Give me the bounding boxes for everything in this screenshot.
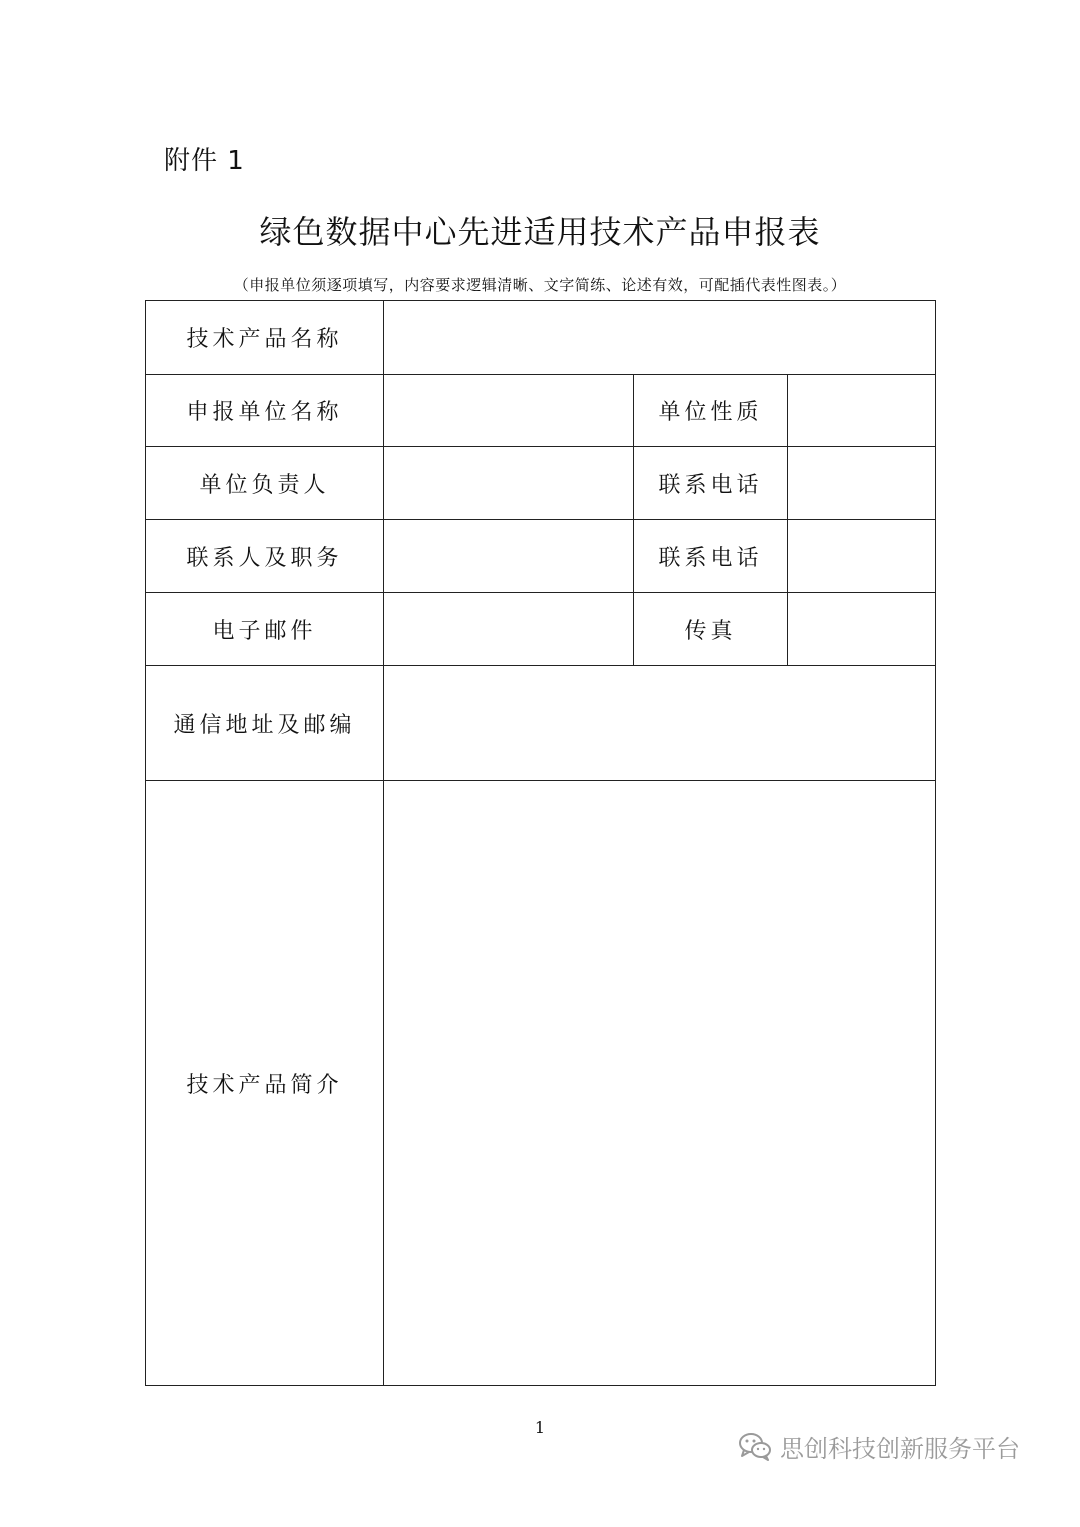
fax-label: 传真 [634, 593, 788, 666]
phone-label-1: 联系电话 [634, 447, 788, 520]
applicant-name-label: 申报单位名称 [146, 375, 384, 447]
unit-nature-label: 单位性质 [634, 375, 788, 447]
unit-head-label: 单位负责人 [146, 447, 384, 520]
form-instructions: （申报单位须逐项填写，内容要求逻辑清晰、文字简练、论述有效，可配插代表性图表。） [233, 276, 847, 294]
contact-field[interactable] [384, 520, 634, 593]
address-label: 通信地址及邮编 [146, 666, 384, 781]
attachment-label: 附件 1 [164, 146, 245, 176]
table-row [146, 666, 936, 781]
form-title: 绿色数据中心先进适用技术产品申报表 [259, 213, 821, 251]
applicant-name-field[interactable] [384, 375, 634, 447]
fax-field[interactable] [788, 593, 936, 666]
product-name-label: 技术产品名称 [146, 301, 384, 375]
phone-field-2[interactable] [788, 520, 936, 593]
phone-label-2: 联系电话 [634, 520, 788, 593]
table-row [146, 781, 936, 1386]
email-label: 电子邮件 [146, 593, 384, 666]
intro-label: 技术产品简介 [146, 781, 384, 1386]
watermark-text: 思创科技创新服务平台 [780, 1434, 1020, 1463]
phone-field-1[interactable] [788, 447, 936, 520]
unit-head-field[interactable] [384, 447, 634, 520]
intro-field[interactable] [384, 781, 936, 1386]
wechat-icon [738, 1431, 772, 1461]
table-row [146, 593, 936, 666]
product-name-field[interactable] [384, 301, 936, 375]
address-field[interactable] [384, 666, 936, 781]
email-field[interactable] [384, 593, 634, 666]
table-row [146, 301, 936, 375]
page-number: 1 [534, 1418, 546, 1437]
watermark [738, 1426, 1020, 1466]
contact-label: 联系人及职务 [146, 520, 384, 593]
table-row [146, 375, 936, 447]
table-row [146, 447, 936, 520]
application-form-table [145, 300, 936, 1386]
table-row [146, 520, 936, 593]
unit-nature-field[interactable] [788, 375, 936, 447]
